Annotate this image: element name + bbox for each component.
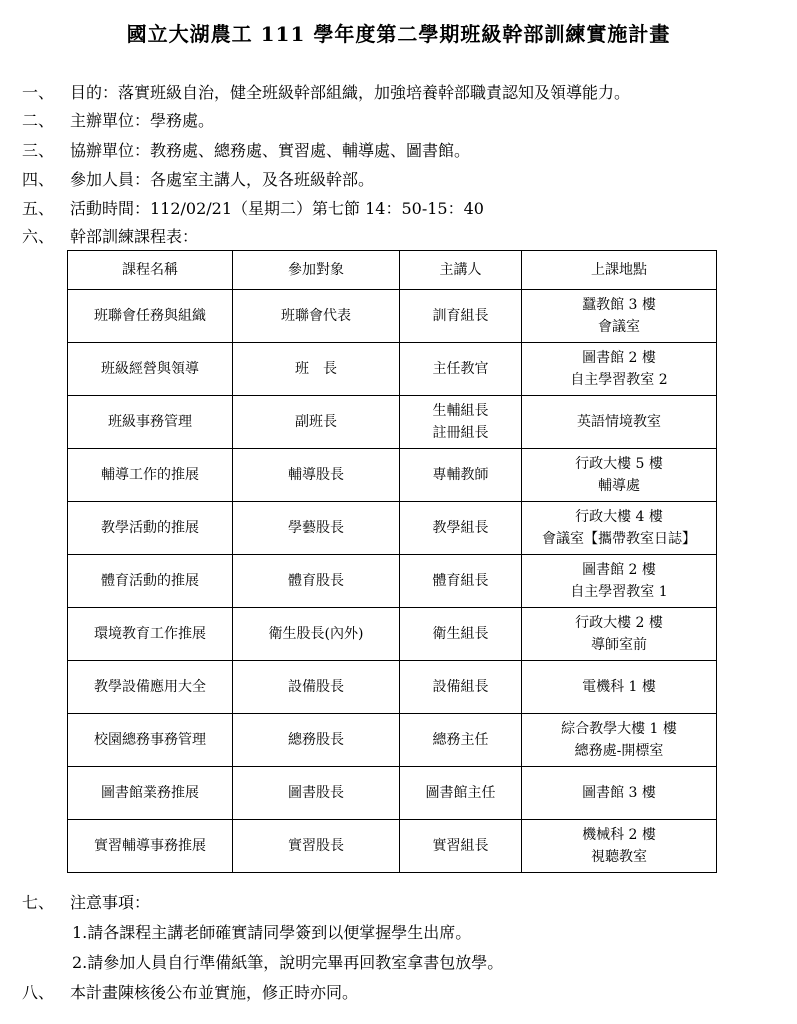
header-course: 課程名稱 [68, 251, 233, 290]
item-number: 六、 [22, 227, 55, 246]
item-text: 活動時間：112/02/21（星期二）第七節 14：50-15：40 [70, 199, 484, 218]
course-cell: 教學活動的推展 [68, 502, 233, 555]
item-text: 協辦單位：教務處、總務處、實習處、輔導處、圖書館。 [70, 141, 471, 160]
speaker-cell [400, 608, 522, 661]
course-cell: 班級經營與領導 [68, 343, 233, 396]
table-row [68, 449, 717, 502]
plan-item [22, 167, 374, 193]
target-cell: 學藝股長 [233, 502, 400, 555]
target-cell: 體育股長 [233, 555, 400, 608]
speaker-cell-line: 設備組長 [432, 679, 489, 695]
course-cell: 體育活動的推展 [68, 555, 233, 608]
header-location: 上課地點 [522, 251, 717, 290]
table-row [68, 290, 717, 343]
speaker-cell-line: 主任教官 [432, 361, 489, 377]
location-cell-line: 行政大樓 4 樓 [575, 509, 663, 525]
location-cell [522, 449, 717, 502]
final-number: 八、 [22, 983, 55, 1002]
plan-item [22, 196, 484, 222]
target-cell: 衛生股長(內外) [233, 608, 400, 661]
speaker-cell-line: 衛生組長 [432, 626, 489, 642]
location-cell-line: 自主學習教室 2 [570, 372, 668, 388]
notes-number: 七、 [22, 893, 55, 912]
item-text: 主辦單位：學務處。 [70, 111, 215, 130]
document-title: 國立大湖農工 111 學年度第二學期班級幹部訓練實施計畫 [126, 22, 671, 46]
speaker-cell-line: 訓育組長 [432, 308, 489, 324]
location-cell-line: 行政大樓 5 樓 [575, 456, 663, 472]
location-cell [522, 343, 717, 396]
course-cell: 班聯會任務與組織 [68, 290, 233, 343]
final-text: 本計畫陳核後公布並實施，修正時亦同。 [70, 983, 359, 1002]
speaker-cell [400, 396, 522, 449]
plan-item [22, 224, 198, 250]
course-schedule-table [67, 250, 717, 873]
speaker-cell-line: 註冊組長 [432, 425, 489, 441]
location-cell [522, 290, 717, 343]
speaker-cell [400, 820, 522, 873]
location-cell [522, 820, 717, 873]
speaker-cell [400, 714, 522, 767]
final-item [22, 980, 358, 1006]
location-cell-line: 綜合教學大樓 1 樓 [561, 721, 677, 737]
plan-item [22, 108, 214, 134]
location-cell-line: 圖書館 2 樓 [582, 350, 656, 366]
item-text: 目的：落實班級自治，健全班級幹部組織，加強培養幹部職責認知及領導能力。 [70, 83, 631, 102]
target-cell: 總務股長 [233, 714, 400, 767]
speaker-cell-line: 圖書館主任 [425, 785, 496, 801]
table-row [68, 396, 717, 449]
target-cell: 副班長 [233, 396, 400, 449]
location-cell-line: 圖書館 2 樓 [582, 562, 656, 578]
table-row [68, 502, 717, 555]
speaker-cell [400, 290, 522, 343]
location-cell [522, 555, 717, 608]
note-line-1: 1.請各課程主講老師確實請同學簽到以便掌握學生出席。 [72, 923, 472, 942]
plan-item [22, 138, 470, 164]
course-cell: 校園總務事務管理 [68, 714, 233, 767]
course-cell: 環境教育工作推展 [68, 608, 233, 661]
header-speaker: 主講人 [400, 251, 522, 290]
location-cell [522, 767, 717, 820]
speaker-cell [400, 661, 522, 714]
notes-heading: 注意事項： [70, 893, 151, 912]
location-cell [522, 608, 717, 661]
item-number: 三、 [22, 141, 55, 160]
speaker-cell-line: 生輔組長 [432, 403, 489, 419]
table-row [68, 343, 717, 396]
speaker-cell-line: 教學組長 [432, 520, 489, 536]
course-cell: 班級事務管理 [68, 396, 233, 449]
location-cell-line: 機械科 2 樓 [582, 827, 656, 843]
table-row [68, 661, 717, 714]
location-cell-line: 行政大樓 2 樓 [575, 615, 663, 631]
table-row [68, 555, 717, 608]
notes-heading-line [22, 890, 150, 916]
item-number: 五、 [22, 199, 55, 218]
speaker-cell-line: 體育組長 [432, 573, 489, 589]
location-cell-line: 蠶教館 3 樓 [582, 297, 656, 313]
location-cell-line: 自主學習教室 1 [570, 584, 668, 600]
table-header-row [68, 251, 717, 290]
location-cell-line: 會議室【攜帶教室日誌】 [542, 531, 696, 547]
speaker-cell-line: 專輔教師 [432, 467, 489, 483]
item-number: 二、 [22, 111, 55, 130]
speaker-cell [400, 555, 522, 608]
course-cell: 圖書館業務推展 [68, 767, 233, 820]
speaker-cell-line: 總務主任 [432, 732, 489, 748]
speaker-cell [400, 767, 522, 820]
speaker-cell-line: 實習組長 [432, 838, 489, 854]
speaker-cell [400, 449, 522, 502]
speaker-cell [400, 343, 522, 396]
target-cell: 設備股長 [233, 661, 400, 714]
target-cell: 輔導股長 [233, 449, 400, 502]
target-cell: 班 長 [233, 343, 400, 396]
target-cell: 圖書股長 [233, 767, 400, 820]
location-cell-line: 圖書館 3 樓 [582, 785, 656, 801]
target-cell: 班聯會代表 [233, 290, 400, 343]
location-cell-line: 導師室前 [591, 637, 647, 653]
course-cell: 實習輔導事務推展 [68, 820, 233, 873]
item-number: 四、 [22, 170, 55, 189]
course-cell: 教學設備應用大全 [68, 661, 233, 714]
location-cell [522, 714, 717, 767]
location-cell-line: 視聽教室 [591, 849, 647, 865]
header-target: 參加對象 [233, 251, 400, 290]
table-row [68, 767, 717, 820]
location-cell [522, 502, 717, 555]
location-cell-line: 會議室 [598, 319, 640, 335]
table-row [68, 714, 717, 767]
item-text: 參加人員：各處室主講人，及各班級幹部。 [70, 170, 375, 189]
location-cell-line: 總務處-開標室 [574, 743, 664, 759]
location-cell-line: 輔導處 [598, 478, 640, 494]
location-cell-line: 英語情境教室 [577, 414, 661, 430]
table-row [68, 608, 717, 661]
item-text: 幹部訓練課程表： [70, 227, 199, 246]
target-cell: 實習股長 [233, 820, 400, 873]
location-cell [522, 661, 717, 714]
course-cell: 輔導工作的推展 [68, 449, 233, 502]
item-number: 一、 [22, 83, 55, 102]
location-cell-line: 電機科 1 樓 [582, 679, 656, 695]
speaker-cell [400, 502, 522, 555]
note-line-2: 2.請參加人員自行準備紙筆，說明完畢再回教室拿書包放學。 [72, 953, 504, 972]
plan-item [22, 80, 630, 106]
table-row [68, 820, 717, 873]
location-cell [522, 396, 717, 449]
